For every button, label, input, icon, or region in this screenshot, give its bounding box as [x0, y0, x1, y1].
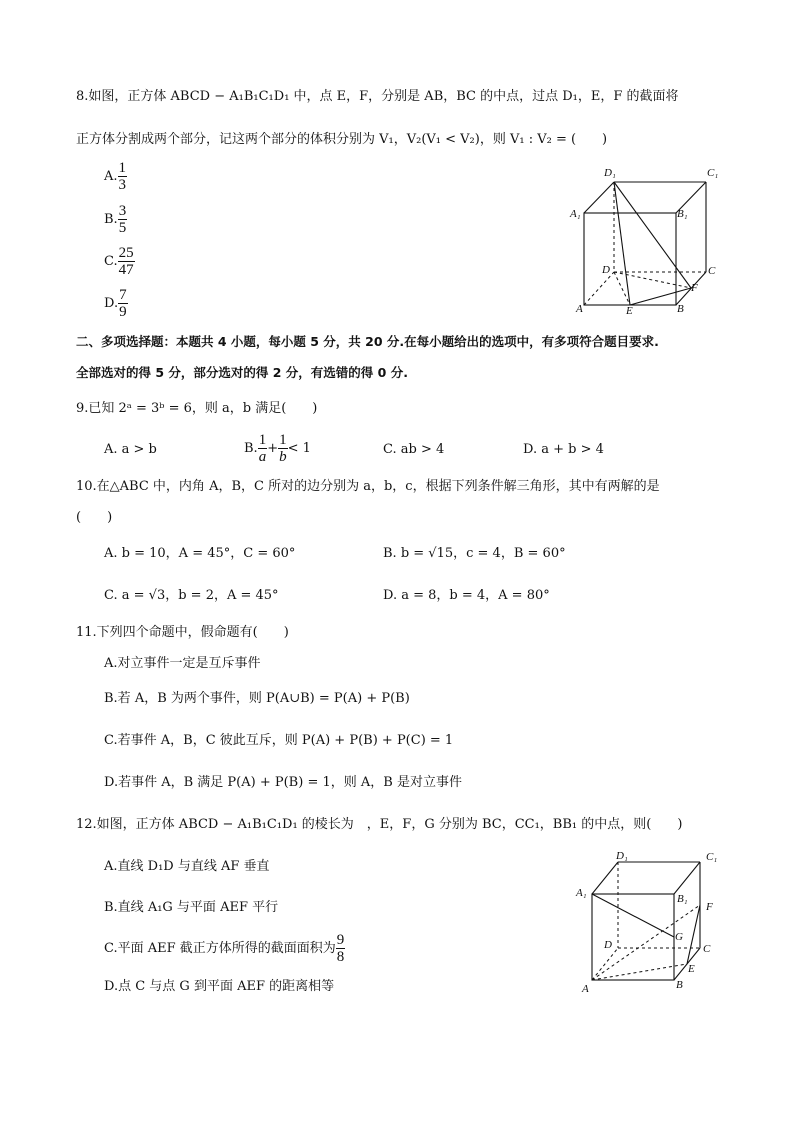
q12-cube-figure: [570, 850, 730, 1000]
q12-stem: 12.如图，正方体 ABCD − A₁B₁C₁D₁ 的棱长为 ，E，F，G 分别为 BC，CC₁，BB₁ 的中点，则( ): [76, 817, 683, 832]
q12-fig-label: B: [676, 979, 683, 991]
q8-fig-label: D: [602, 264, 610, 276]
q8-cube-figure: [566, 160, 726, 318]
q8-option-a[interactable]: A. $\frac{1}{3}$: [104, 160, 127, 193]
q11-option-d[interactable]: D.若事件 A，B 满足 P(A) + P(B) = 1，则 A，B 是对立事件: [104, 775, 462, 790]
q12-option-b[interactable]: B.直线 A₁G 与平面 AEF 平行: [104, 900, 279, 915]
q9-option-d[interactable]: D. a + b > 4: [523, 442, 604, 457]
q8-fig-label: C: [708, 265, 716, 277]
q9-option-b[interactable]: B. $\frac{1}{a}$ + $\frac{1}{b}$ < 1: [244, 432, 311, 465]
q9-option-c[interactable]: C. ab > 4: [383, 442, 445, 457]
q12-fig-label: E: [688, 963, 695, 975]
q12-option-d[interactable]: D.点 C 与点 G 到平面 AEF 的距离相等: [104, 979, 335, 994]
q8-fig-label: B₁: [677, 208, 688, 220]
q12-fig-label: A: [582, 983, 589, 995]
q12-option-a[interactable]: A.直线 D₁D 与直线 AF 垂直: [104, 859, 270, 874]
q12-fig-label: G: [675, 931, 683, 943]
q12-option-c[interactable]: C.平面 AEF 截正方体所得的截面面积为 $\frac{9}{8}$: [104, 932, 345, 965]
q11-option-c[interactable]: C.若事件 A，B，C 彼此互斥，则 P(A) + P(B) + P(C) = 1: [104, 733, 454, 748]
q8-fig-label: A: [576, 303, 583, 315]
q10-stem-line1: 10.在△ABC 中，内角 A，B，C 所对的边分别为 a，b，c，根据下列条件解三角形，其中有两解的是: [76, 479, 660, 494]
q12-fig-label: D: [604, 939, 612, 951]
q9-option-a[interactable]: A. a > b: [104, 442, 157, 457]
q12-fig-label: C: [703, 943, 711, 955]
q9-stem: 9.已知 2ᵃ = 3ᵇ = 6，则 a，b 满足( ): [76, 401, 318, 416]
q12-fig-label: D₁: [616, 850, 628, 862]
q12-fig-label: F: [706, 901, 713, 913]
q11-option-b[interactable]: B.若 A，B 为两个事件，则 P(A∪B) = P(A) + P(B): [104, 691, 410, 706]
q12-fig-label: C₁: [706, 851, 718, 863]
q10-stem-line2: ( ): [76, 510, 113, 525]
q10-option-a[interactable]: A. b = 10，A = 45°，C = 60°: [104, 546, 296, 561]
q8-fig-label: A₁: [570, 208, 581, 220]
q12-fig-label: B₁: [677, 893, 688, 905]
q11-stem: 11.下列四个命题中，假命题有( ): [76, 625, 289, 640]
q10-option-d[interactable]: D. a = 8，b = 4，A = 80°: [383, 588, 550, 603]
q8-stem-line2: 正方体分割成两个部分，记这两个部分的体积分别为 V₁，V₂(V₁ < V₂)，则 V₁ : V₂ = ( ): [76, 132, 608, 147]
q8-option-d[interactable]: D. $\frac{7}{9}$: [104, 287, 127, 320]
section2-header-line2: 全部选对的得 5 分，部分选对的得 2 分，有选错的得 0 分.: [76, 365, 408, 380]
q8-fig-label: C₁: [707, 167, 719, 179]
q8-option-c[interactable]: C. $\frac{25}{47}$: [104, 245, 134, 278]
q10-option-c[interactable]: C. a = √3，b = 2，A = 45°: [104, 588, 279, 603]
section2-header-line1: 二、多项选择题：本题共 4 小题，每小题 5 分，共 20 分.在每小题给出的选项中，有多项符合题目要求.: [76, 334, 659, 349]
q8-option-b[interactable]: B. $\frac{3}{5}$: [104, 203, 127, 236]
q11-option-a[interactable]: A.对立事件一定是互斥事件: [104, 656, 261, 671]
q10-option-b[interactable]: B. b = √15，c = 4，B = 60°: [383, 546, 566, 561]
q8-fig-label: B: [677, 303, 684, 315]
q8-fig-label: D₁: [604, 167, 616, 179]
q8-fig-label: E: [626, 305, 633, 317]
q8-stem-line1: 8.如图，正方体 ABCD − A₁B₁C₁D₁ 中，点 E，F，分别是 AB，BC 的中点，过点 D₁，E，F 的截面将: [76, 89, 679, 104]
q8-fig-label: F: [691, 282, 698, 294]
q12-fig-label: A₁: [576, 887, 587, 899]
